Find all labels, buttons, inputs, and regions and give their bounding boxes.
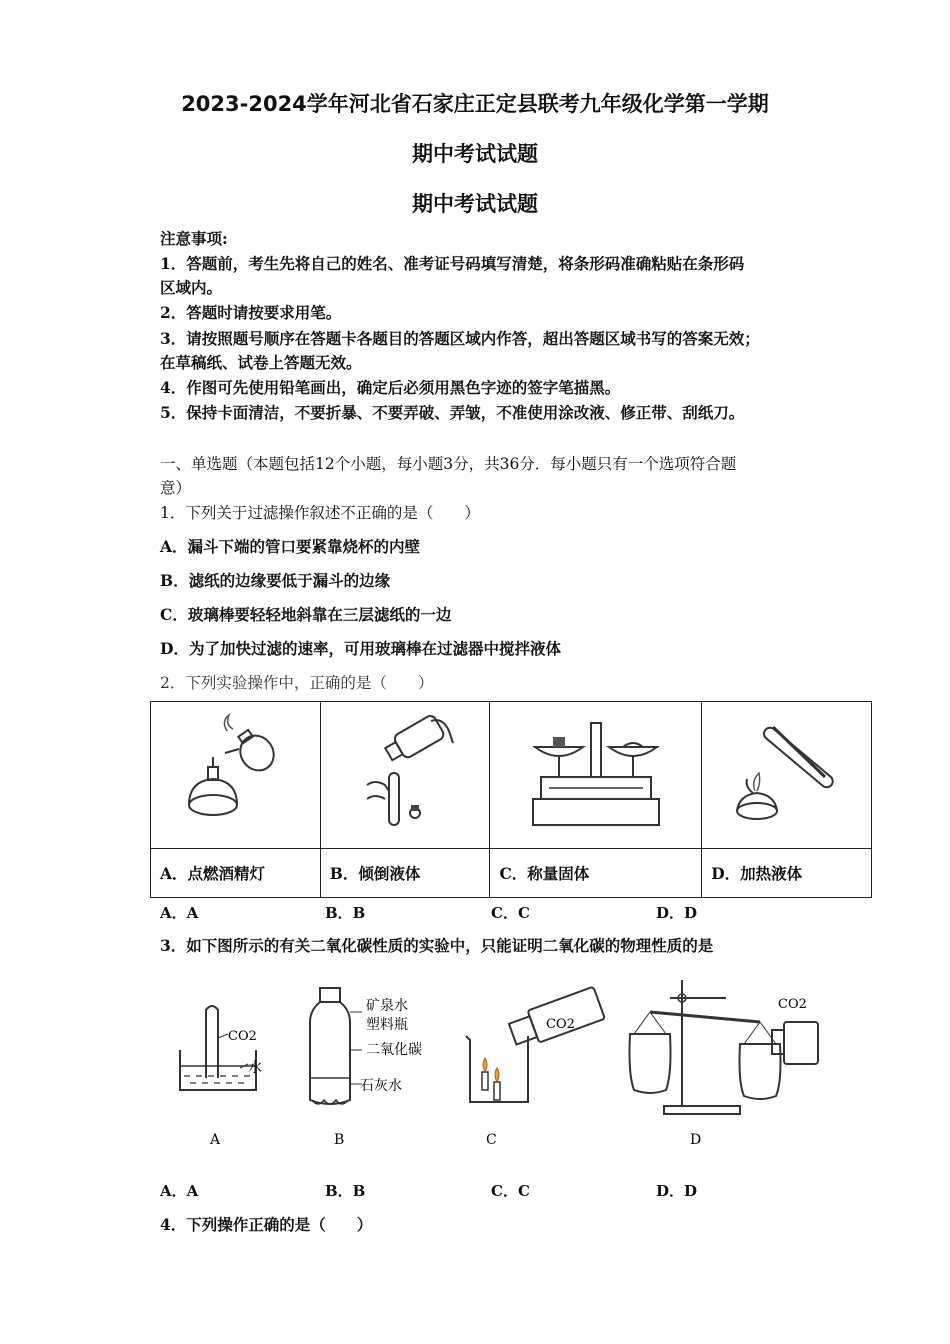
notice-heading: 注意事项: <box>160 229 228 248</box>
question-2-table <box>150 701 872 898</box>
section-heading: 一、单选题（本题包括12个小题，每小题3分，共36分．每小题只有一个选项符合题 <box>160 455 737 473</box>
figure-label-d: D <box>690 1132 702 1148</box>
answer-option: D．D <box>656 904 698 922</box>
q2-image-cell-c <box>490 702 702 849</box>
page-title-line1: 2023-2024学年河北省石家庄正定县联考九年级化学第一学期 <box>181 92 769 116</box>
notice-item: 2．答题时请按要求用笔。 <box>160 303 342 322</box>
bottle-label-1: 矿泉水 <box>366 998 408 1014</box>
notice-item: 3．请按照题号顺序在答题卡各题目的答题区域内作答，超出答题区域书写的答案无效； <box>160 329 760 348</box>
figure-c-beaker <box>466 987 605 1102</box>
answer-option: A．A <box>160 1182 199 1200</box>
co2-label-d: CO2 <box>778 997 807 1012</box>
question-1-option-c: C．玻璃棒要轻轻地斜靠在三层滤纸的一边 <box>160 605 452 624</box>
answer-option: C．C <box>491 1182 530 1200</box>
notice-item: 区域内。 <box>160 278 223 297</box>
question-1-option-a: A．漏斗下端的管口要紧靠烧杯的内壁 <box>160 537 421 556</box>
page-title-line3: 期中考试试题 <box>412 192 538 216</box>
answer-option: C．C <box>491 904 530 922</box>
notice-item: 1．答题前，考生先将自己的姓名、准考证号码填写清楚，将条形码准确粘贴在条形码 <box>160 254 745 273</box>
answer-option: D．D <box>656 1182 698 1200</box>
co2-label-a: CO2 <box>228 1029 257 1044</box>
figure-b-bottle <box>310 988 362 1104</box>
gas-label: 二氧化碳 <box>366 1042 422 1058</box>
question-1-stem: 1．下列关于过滤操作叙述不正确的是（ ） <box>160 504 480 522</box>
pouring-liquid-icon <box>345 713 465 833</box>
q2-caption-d: D．加热液体 <box>702 849 872 898</box>
bottle-label-2: 塑料瓶 <box>366 1017 408 1033</box>
q2-image-cell-b <box>320 702 490 849</box>
q2-image-cell-a <box>151 702 321 849</box>
q2-image-cell-d <box>702 702 872 849</box>
limewater-label: 石灰水 <box>360 1078 402 1094</box>
answer-option: B．B <box>325 1182 366 1200</box>
notice-item: 在草稿纸、试卷上答题无效。 <box>160 353 362 372</box>
figure-label-c: C <box>486 1132 497 1148</box>
figure-label-b: B <box>334 1132 345 1148</box>
question-1-option-d: D．为了加快过滤的速率，可用玻璃棒在过滤器中搅拌液体 <box>160 639 561 658</box>
question-4-stem: 4．下列操作正确的是（ ） <box>160 1215 373 1234</box>
question-2-stem: 2．下列实验操作中，正确的是（ ） <box>160 674 434 692</box>
notice-item: 4．作图可先使用铅笔画出，确定后必须用黑色字迹的签字笔描黑。 <box>160 378 621 397</box>
notice-item: 5．保持卡面清洁，不要折暴、不要弄破、弄皱，不准使用涂改液、修正带、刮纸刀。 <box>160 403 745 422</box>
question-3-stem: 3．如下图所示的有关二氧化碳性质的实验中，只能证明二氧化碳的物理性质的是 <box>160 936 714 955</box>
q2-caption-a: A．点燃酒精灯 <box>151 849 321 898</box>
figure-label-a: A <box>210 1132 221 1148</box>
answer-option: A．A <box>160 904 199 922</box>
answer-option: B．B <box>325 904 366 922</box>
alcohol-lamp-lighting-icon <box>175 713 295 833</box>
question-1-option-b: B．滤纸的边缘要低于漏斗的边缘 <box>160 571 391 590</box>
balance-scale-icon <box>521 713 671 833</box>
water-label: 水 <box>248 1060 262 1076</box>
figure-a-trough <box>180 1006 256 1090</box>
q2-caption-b: B．倾倒液体 <box>320 849 490 898</box>
heating-liquid-icon <box>727 713 847 833</box>
co2-experiment-figure <box>160 972 840 1152</box>
page-title-line2: 期中考试试题 <box>412 142 538 166</box>
section-heading-cont: 意） <box>160 479 192 497</box>
q2-caption-c: C．称量固体 <box>490 849 702 898</box>
co2-label-c: CO2 <box>546 1017 575 1032</box>
